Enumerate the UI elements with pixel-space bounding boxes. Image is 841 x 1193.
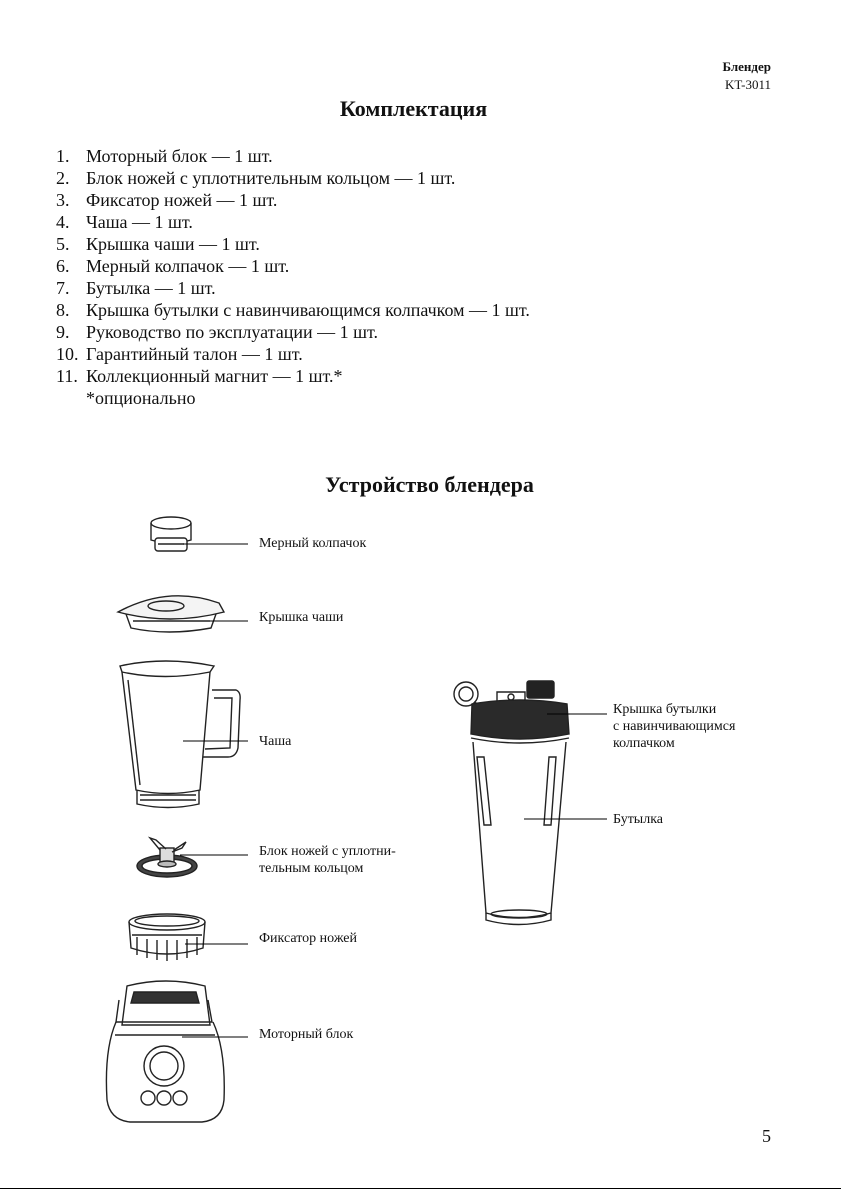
callout-motor-unit: Моторный блок (259, 1027, 354, 1042)
model-code: KT-3011 (725, 77, 771, 92)
list-item: 3. Фиксатор ножей — 1 шт. (56, 190, 278, 210)
section-title-device: Устройство блендера (325, 472, 534, 497)
page-bottom-rule (0, 1188, 841, 1189)
callout-bowl: Чаша (259, 734, 292, 749)
callout-measuring-cap: Мерный колпачок (259, 536, 367, 551)
list-item: 6. Мерный колпачок — 1 шт. (56, 256, 290, 276)
callout-bottle-lid (613, 701, 735, 752)
list-item: 2. Блок ножей с уплотнительным кольцом — 1 шт. (56, 168, 456, 188)
blade-unit-illustration (137, 838, 197, 877)
blade-lock-illustration (129, 914, 205, 961)
list-item: 8. Крышка бутылки с навинчивающимся колпачком — 1 шт. (56, 300, 530, 320)
callout-blade-unit-line2: тельным кольцом (259, 861, 364, 876)
callout-bottle-lid-line3: колпачком (613, 736, 675, 751)
callout-blade-unit (259, 843, 396, 877)
callout-blade-lock: Фиксатор ножей (259, 931, 358, 946)
page-number: 5 (762, 1126, 771, 1146)
bowl-illustration (120, 661, 240, 808)
callout-bowl-lid: Крышка чаши (259, 610, 344, 625)
list-item: 1. Моторный блок — 1 шт. (56, 146, 273, 166)
list-item: 7. Бутылка — 1 шт. (56, 278, 216, 298)
callout-blade-unit-line1: Блок ножей с уплотни- (259, 844, 396, 859)
list-item: 10. Гарантийный талон — 1 шт. (56, 344, 303, 364)
list-item: 11. Коллекционный магнит — 1 шт.* (56, 366, 343, 386)
bowl-lid-illustration (118, 596, 224, 632)
motor-unit-illustration (106, 981, 224, 1122)
list-item: 9. Руководство по эксплуатации — 1 шт. (56, 322, 378, 342)
callout-bottle-lid-line1: Крышка бутылки (613, 702, 717, 717)
section-title-kit: Комплектация (339, 96, 488, 121)
callout-bottle: Бутылка (613, 812, 664, 827)
bottle-illustration (454, 681, 569, 925)
callout-bottle-lid-line2: с навинчивающимся (613, 719, 736, 734)
list-item: 5. Крышка чаши — 1 шт. (56, 234, 260, 254)
list-item: 4. Чаша — 1 шт. (56, 212, 193, 232)
model-name: Блендер (722, 59, 771, 74)
optional-note: *опционально (86, 388, 196, 408)
measuring-cap-illustration (151, 517, 191, 551)
